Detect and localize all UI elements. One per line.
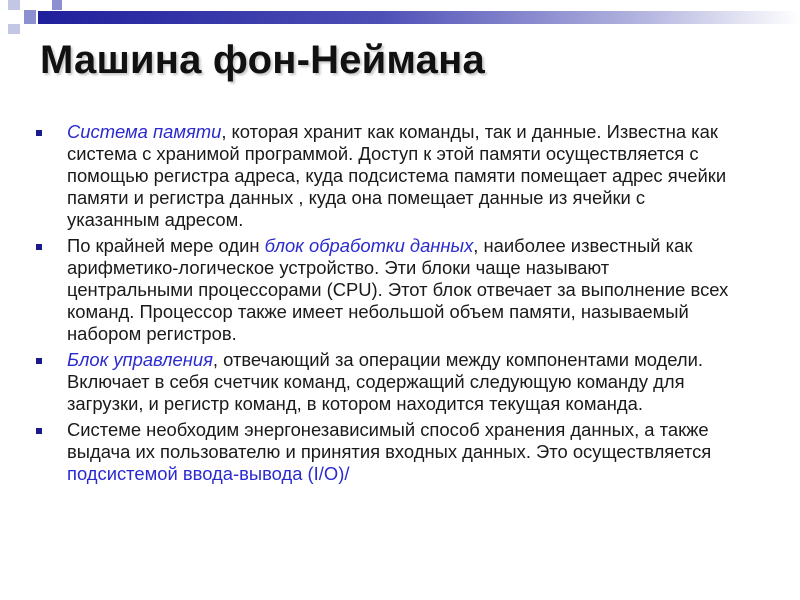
term-io-subsystem: подсистемой ввода-вывода (I/O)/ — [67, 463, 350, 484]
title-accent-bar — [38, 11, 800, 24]
bullet-item-io — [34, 419, 734, 485]
bullet-item-control — [34, 349, 734, 415]
deco-square — [8, 24, 20, 34]
deco-square — [24, 10, 36, 24]
bullet-text-pre: По крайней мере один — [67, 235, 265, 256]
term-processing-unit: блок обработки данных — [264, 235, 474, 256]
bullet-text: , которая хранит как команды, так и данные. Известна как система с хранимой программой. Доступ к этой памяти осуществляется с помощью регистра адреса, куда подсистема памяти помещает адрес ячейки памяти и регистра данных , куда она помещает данные из ячейки с указанным адресом. — [67, 121, 727, 230]
bullet-text: , отвечающий за операции между компонентами модели. Включает в себя счетчик команд, содержащий следующую команду для загрузки, и регистр команд, в котором находится текущая команда. — [67, 349, 704, 414]
term-control-unit: Блок управления — [67, 349, 213, 370]
square-bullet-icon — [36, 428, 42, 434]
bullet-item-memory — [34, 121, 734, 231]
bullet-item-processing — [34, 235, 734, 345]
deco-square — [52, 0, 62, 10]
term-memory-system: Система памяти — [67, 121, 222, 142]
bullet-text: , наиболее известный как арифметико-логическое устройство. Эти блоки чаще называют центральными процессорами (CPU). Этот блок отвечает за выполнение всех команд. Процессор также имеет небольшой объем памяти, называемый набором регистров. — [67, 235, 729, 344]
deco-square — [8, 0, 20, 10]
square-bullet-icon — [36, 244, 42, 250]
bullet-text-pre: Системе необходим энергонезависимый способ хранения данных, а также выдача их пользователю и принятия входных данных. Это осуществляется — [67, 419, 712, 462]
bullet-list — [34, 121, 734, 489]
slide-title: Машина фон-Неймана — [40, 38, 485, 82]
square-bullet-icon — [36, 358, 42, 364]
square-bullet-icon — [36, 130, 42, 136]
